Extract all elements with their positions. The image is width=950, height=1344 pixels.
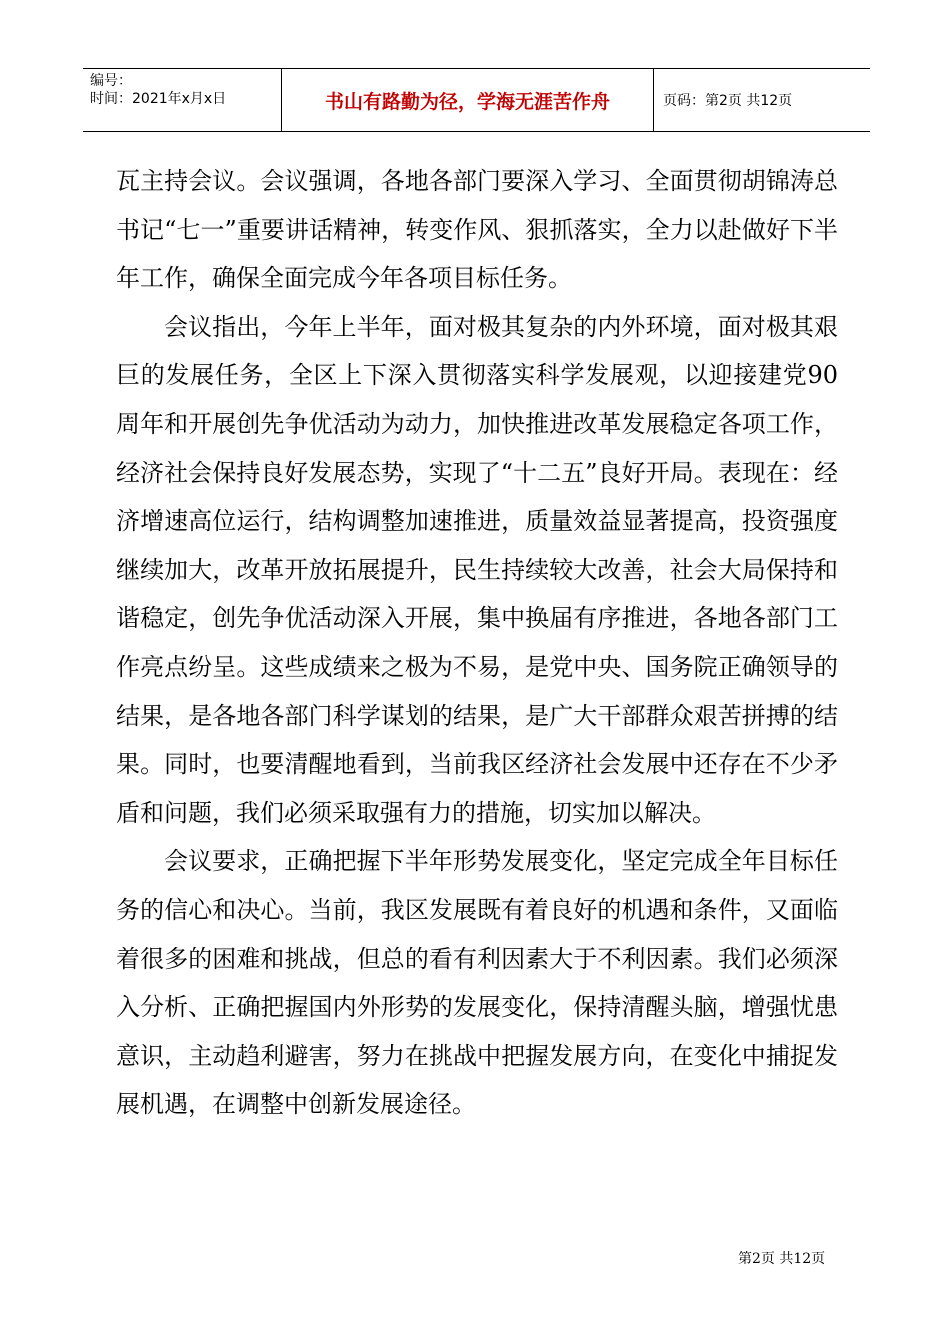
document-header	[83, 68, 870, 132]
document-body	[116, 157, 838, 1129]
header-motto: 书山有路勤为径，学海无涯苦作舟	[282, 69, 654, 131]
header-page-code: 页码：第2页 共12页	[663, 93, 793, 109]
paragraph-2: 会议指出，今年上半年，面对极其复杂的内外环境，面对极其艰巨的发展任务，全区上下深入贯彻落实科学发展观，以迎接建党90周年和开展创先争优活动为动力，加快推进改革发展稳定各项工作，经济社会保持良好发展态势，实现了“十二五”良好开局。表现在：经济增速高位运行，结构调整加速推进，质量效益显著提高，投资强度继续加大，改革开放拓展提升，民生持续较大改善，社会大局保持和谐稳定，创先争优活动深入开展，集中换届有序推进，各地各部门工作亮点纷呈。这些成绩来之极为不易，是党中央、国务院正确领导的结果，是各地各部门科学谋划的结果，是广大干部群众艰苦拼搏的结果。同时，也要清醒地看到，当前我区经济社会发展中还存在不少矛盾和问题，我们必须采取强有力的措施，切实加以解决。	[116, 312, 838, 827]
paragraph-1: 瓦主持会议。会议强调，各地各部门要深入学习、全面贯彻胡锦涛总书记“七一”重要讲话精神，转变作风、狠抓落实，全力以赴做好下半年工作，确保全面完成今年各项目标任务。	[116, 167, 838, 293]
number-label: 编号：	[90, 73, 132, 89]
page-footer: 第2页 共12页	[738, 1251, 826, 1267]
header-meta	[83, 69, 282, 131]
time-label: 时间：2021年x月x日	[90, 91, 227, 107]
paragraph-3: 会议要求，正确把握下半年形势发展变化，坚定完成全年目标任务的信心和决心。当前，我区发展既有着良好的机遇和条件，又面临着很多的困难和挑战，但总的看有利因素大于不利因素。我们必须深入分析、正确把握国内外形势的发展变化，保持清醒头脑，增强忧患意识，主动趋利避害，努力在挑战中把握发展方向，在变化中捕捉发展机遇，在调整中创新发展途径。	[116, 847, 838, 1119]
